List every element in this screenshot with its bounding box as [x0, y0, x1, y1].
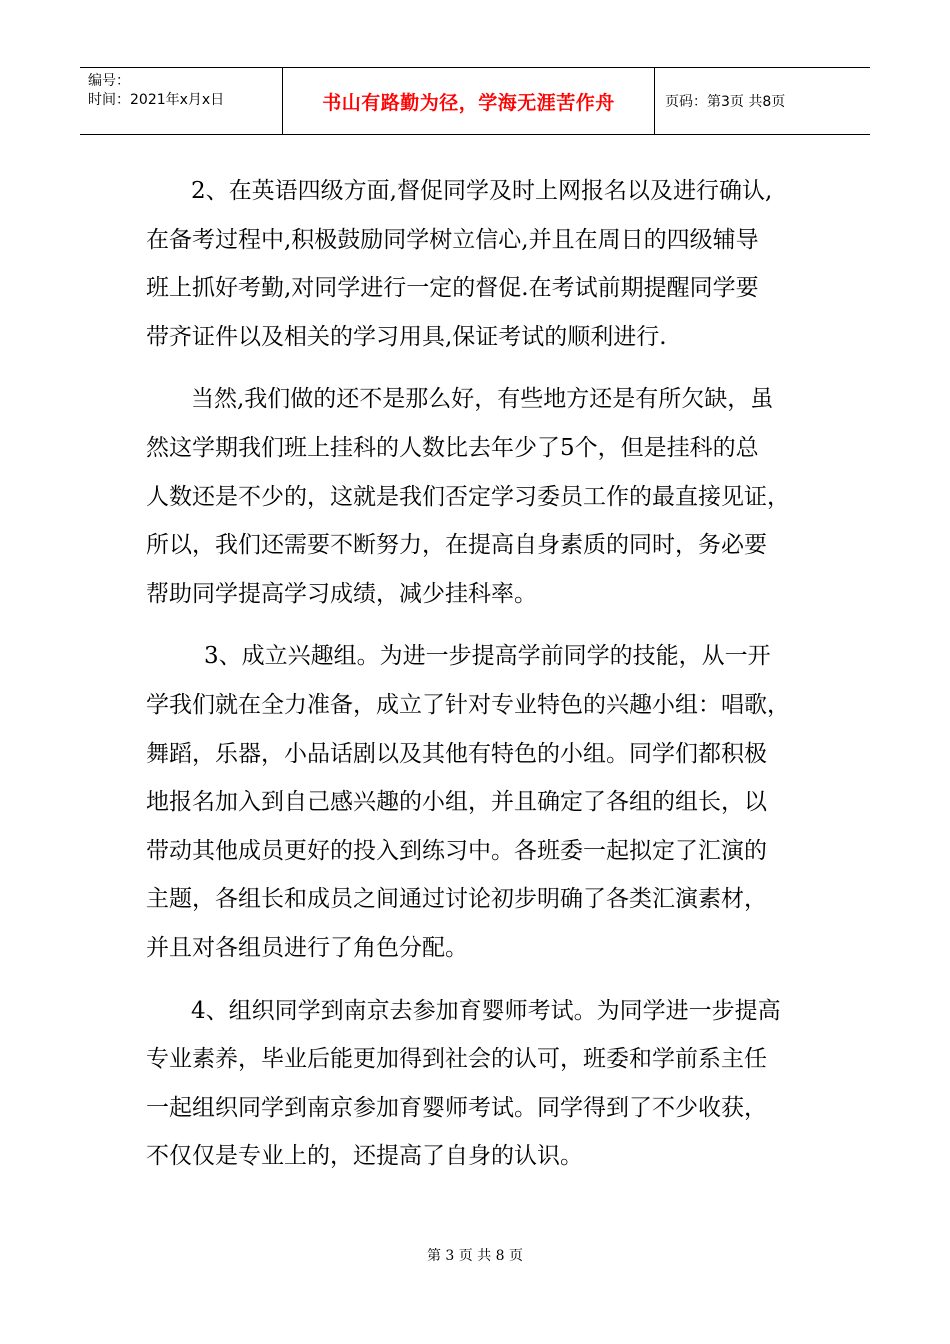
text-line: 在备考过程中,积极鼓励同学树立信心,并且在周日的四级辅导 — [146, 226, 759, 253]
paragraph — [146, 987, 826, 1181]
paragraph — [146, 632, 826, 972]
header-info-cell — [80, 68, 283, 134]
text-line: 所以，我们还需要不断努力，在提高自身素质的同时，务必要 — [146, 532, 767, 559]
text-line: 带齐证件以及相关的学习用具,保证考试的顺利进行. — [146, 323, 667, 350]
text-line: 专业素养，毕业后能更加得到社会的认可，班委和学前系主任 — [146, 1046, 767, 1073]
text-line: 当然,我们做的还不是那么好，有些地方还是有所欠缺，虽 — [191, 386, 774, 413]
motto-text: 书山有路勤为径，学海无涯苦作舟 — [322, 91, 615, 114]
header-motto-cell — [283, 68, 655, 134]
paragraph — [146, 375, 826, 618]
text-line: 4、组织同学到南京去参加育婴师考试。为同学进一步提高 — [191, 997, 781, 1024]
text-line: 带动其他成员更好的投入到练习中。各班委一起拟定了汇演的 — [146, 837, 767, 864]
text-line: 2、在英语四级方面,督促同学及时上网报名以及进行确认, — [191, 178, 773, 204]
text-line: 不仅仅是专业上的，还提高了自身的认识。 — [146, 1143, 583, 1170]
footer-page-number: 第 3 页 共 8 页 — [426, 1248, 524, 1264]
page-code: 页码：第3页 共8页 — [665, 94, 786, 110]
time-label: 时间：2021年x月x日 — [88, 92, 225, 108]
document-body — [146, 167, 826, 1181]
number-label: 编号： — [88, 73, 130, 89]
text-line: 一起组织同学到南京参加育婴师考试。同学得到了不少收获， — [146, 1094, 767, 1121]
text-line: 地报名加入到自己感兴趣的小组，并且确定了各组的组长，以 — [146, 789, 767, 816]
text-line: 3、成立兴趣组。为进一步提高学前同学的技能，从一开 — [204, 643, 771, 670]
text-line: 帮助同学提高学习成绩，减少挂科率。 — [146, 580, 537, 607]
text-line: 然这学期我们班上挂科的人数比去年少了5个，但是挂科的总 — [146, 434, 759, 461]
header-page-cell — [655, 68, 870, 134]
text-line: 人数还是不少的，这就是我们否定学习委员工作的最直接见证， — [146, 483, 790, 510]
text-line: 学我们就在全力准备，成立了针对专业特色的兴趣小组：唱歌， — [146, 691, 790, 718]
page-header — [80, 67, 870, 135]
text-line: 并且对各组员进行了角色分配。 — [146, 934, 468, 961]
page-footer — [0, 1245, 950, 1265]
paragraph — [146, 167, 826, 361]
text-line: 主题，各组长和成员之间通过讨论初步明确了各类汇演素材， — [146, 886, 767, 913]
text-line: 班上抓好考勤,对同学进行一定的督促.在考试前期提醒同学要 — [146, 275, 759, 302]
text-line: 舞蹈，乐器，小品话剧以及其他有特色的小组。同学们都积极 — [146, 740, 767, 767]
